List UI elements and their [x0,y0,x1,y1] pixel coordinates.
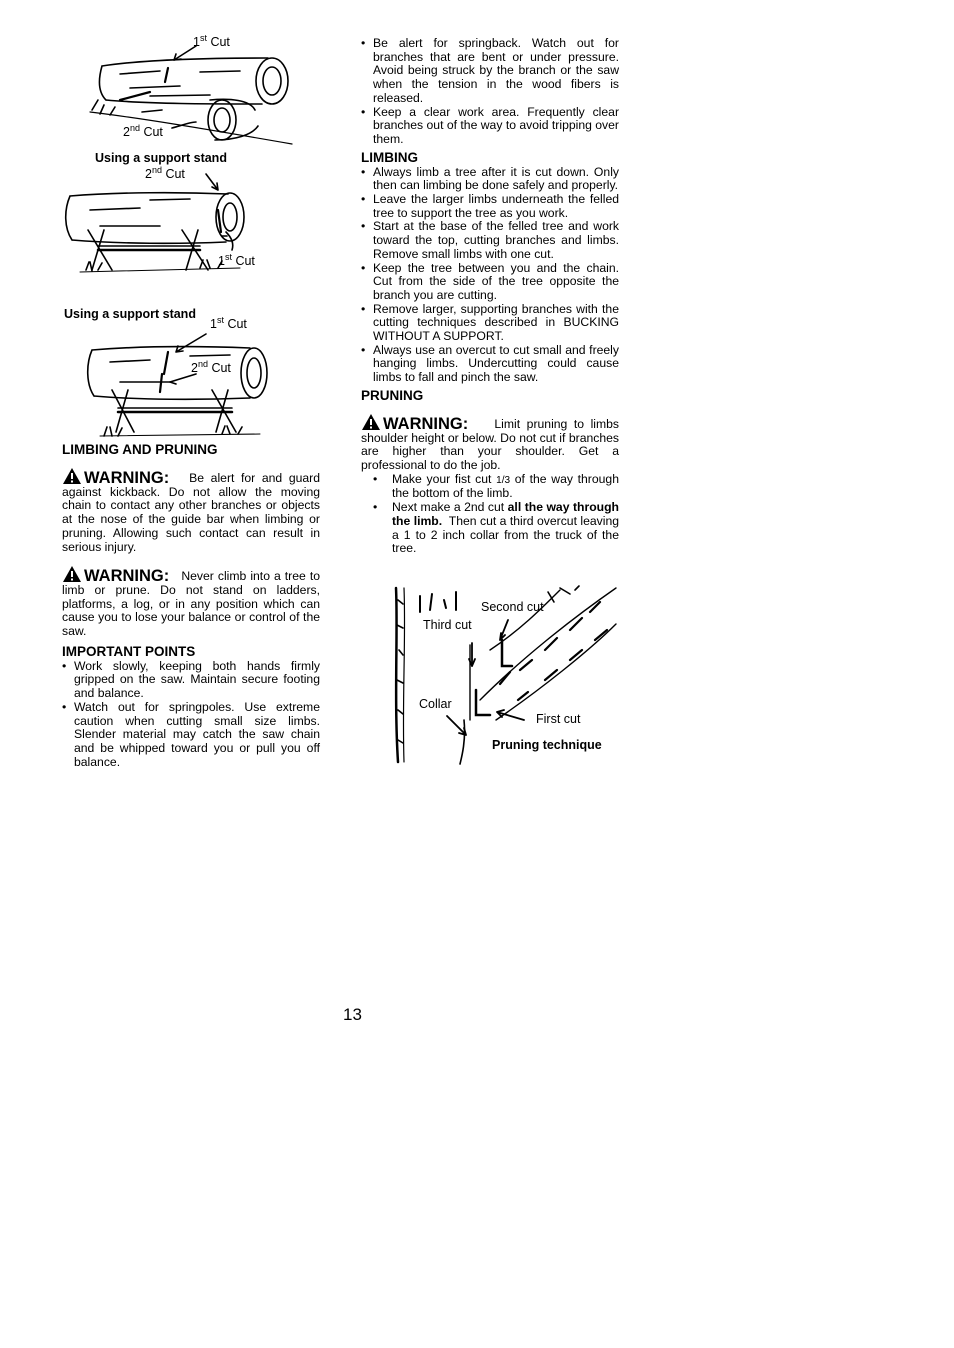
pruning-caption: Pruning technique [492,738,602,752]
list-item: • Make your fist cut 1/3 of the way through the bottom of the limb. [361,473,619,501]
list-item: • Next make a 2nd cut all the way through the limb. Then cut a third overcut leaving a 1 to 2 inch collar from the truck of the tree. [361,501,619,556]
collar-label: Collar [419,697,452,711]
fig3-caption: Using a support stand [64,307,196,321]
warning-pruning-text: Limit pruning to limbs shoulder height or below. Do not cut if branches are higher than your shoulder. Get a professional to do the job. [361,416,620,472]
first-cut-label: First cut [536,712,581,726]
second-cut-label: Second cut [481,600,544,614]
list-item: • Start at the base of the felled tree and work toward the top, cutting branches and limbs. Remove small limbs with one cut. [361,220,619,261]
list-item: • Leave the larger limbs underneath the felled tree to support the tree as you work. [361,193,619,220]
important-points-heading: IMPORTANT POINTS [62,643,196,659]
limbing-heading: LIMBING [361,149,418,165]
limbing-and-pruning-heading: LIMBING AND PRUNING [62,442,218,457]
list-item: • Watch out for springpoles. Use extreme caution when cutting small size limbs. Slender material may catch the saw chain and be whipped toward you or pull you off balance. [62,701,320,770]
list-item: • Always limb a tree after it is cut down. Only then can limbing be done safely and properly. [361,166,619,193]
fig2-first-cut-label: 1st Cut [218,252,255,268]
warning-kickback-text: Be alert for and guard against kickback. Do not allow the moving chain to contact any other branches or objects at the nose of the guide bar when limbing or pruning. Allowing such contact can result in serious injury. [62,471,320,554]
list-item: • Keep the tree between you and the chain. Cut from the side of the tree opposite the branch you are cutting. [361,262,619,303]
warning-label: WARNING: [383,414,469,433]
list-item: • Work slowly, keeping both hands firmly gripped on the saw. Maintain secure footing and balance. [62,660,320,701]
fig2-second-cut-label: 2nd Cut [145,165,185,181]
fig3-first-cut-label: 1st Cut [210,315,247,331]
warning-label: WARNING: [84,567,170,586]
fig3-second-cut-label: 2nd Cut [191,359,231,375]
fig2-caption: Using a support stand [95,151,227,165]
page-number: 13 [343,1005,362,1024]
list-item: • Remove larger, supporting branches with the cutting techniques described in BUCKING WITHOUT A SUPPORT. [361,303,619,344]
list-item: • Be alert for springback. Watch out for branches that are bent or under pressure. Avoid being struck by the branch or the saw when the tension in the wood fibers is released. [361,37,619,106]
fig1-first-cut-label: 1st Cut [193,33,230,49]
list-item: • Always use an overcut to cut small and freely hanging limbs. Undercutting could cause limbs to fall and pinch the saw. [361,344,619,385]
pruning-heading: PRUNING [361,387,424,403]
warning-climb-text: Never climb into a tree to limb or prune. Do not stand on ladders, platforms, a log, or in any position which can cause you to lose your balance or control of the saw. [62,569,320,639]
third-cut-label: Third cut [423,618,472,632]
fig1-second-cut-label: 2nd Cut [123,123,163,139]
list-item: • Keep a clear work area. Frequently clear branches out of the way to avoid tripping over them. [361,106,619,147]
warning-label: WARNING: [84,469,170,487]
